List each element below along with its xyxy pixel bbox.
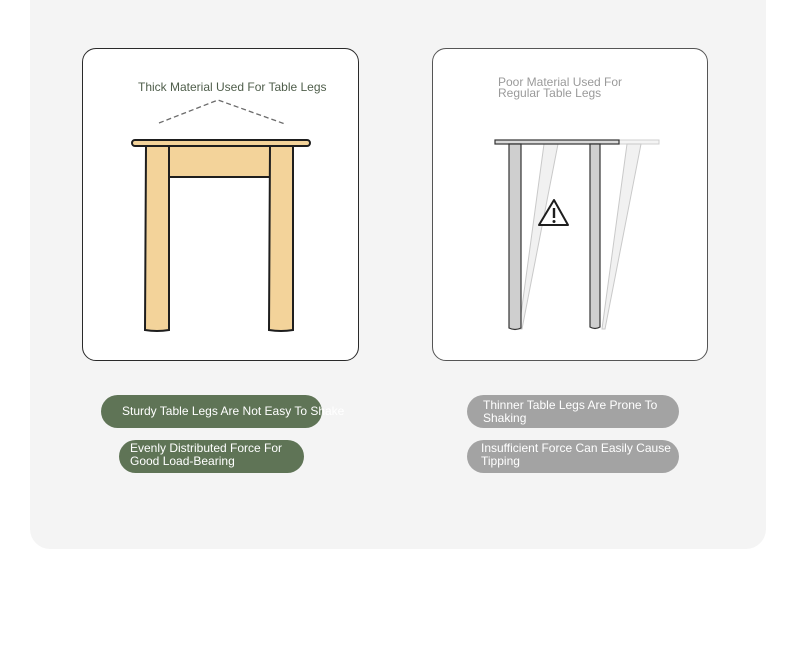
sturdy-table-illustration [83, 49, 360, 362]
distributed-force-pill: Evenly Distributed Force For Good Load-Bearing [119, 440, 304, 473]
thick-material-caption: Thick Material Used For Table Legs [138, 80, 327, 94]
sturdy-table-card [82, 48, 359, 361]
poor-material-caption: Poor Material Used For Regular Table Legs [498, 75, 623, 100]
insufficient-force-pill: Insufficient Force Can Easily Cause Tipping [467, 440, 679, 473]
sturdy-legs-pill: Sturdy Table Legs Are Not Easy To Shake [101, 395, 322, 428]
thinner-legs-pill: Thinner Table Legs Are Prone To Shaking [467, 395, 679, 428]
